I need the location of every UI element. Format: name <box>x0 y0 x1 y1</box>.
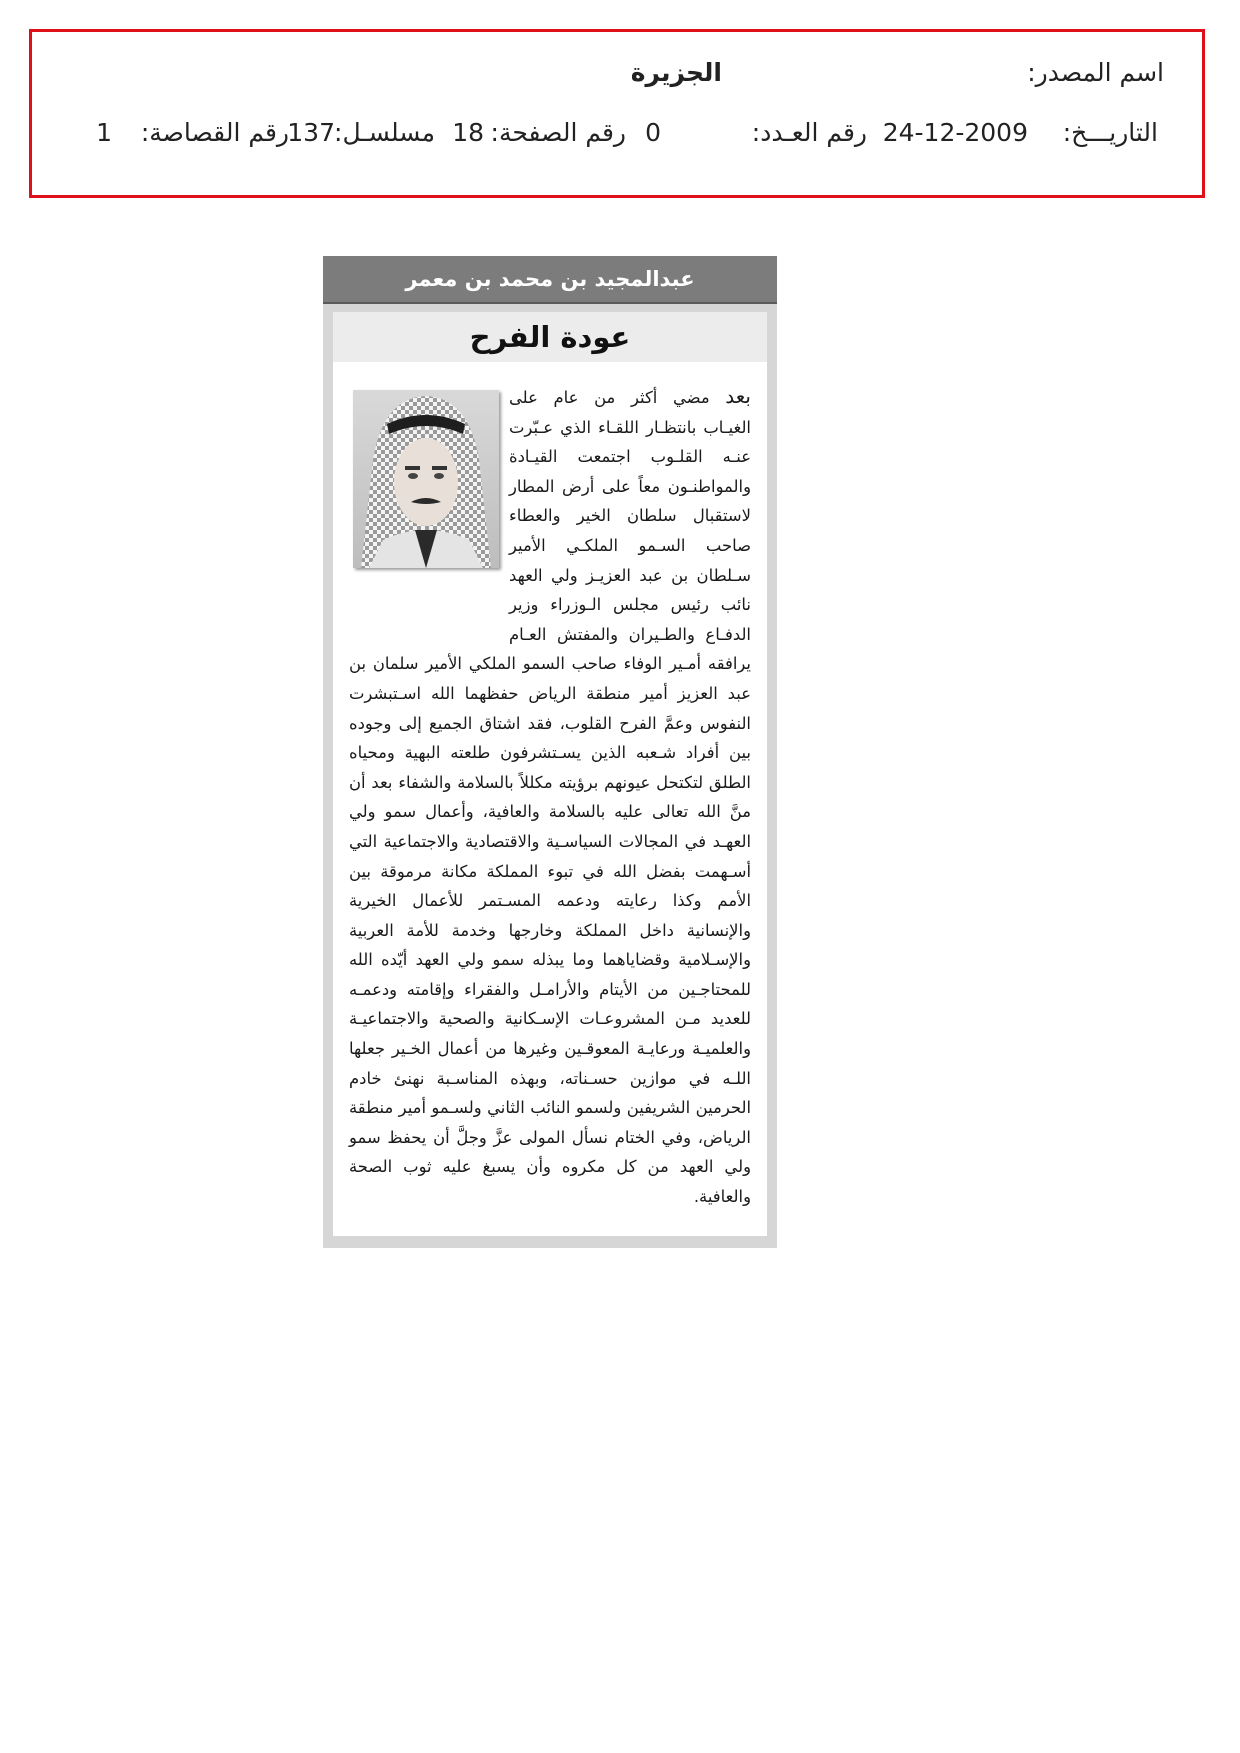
source-value: الجزيرة <box>630 58 722 87</box>
source-field <box>1027 58 1164 87</box>
clipping-label: رقم القصاصة: <box>140 118 289 147</box>
clipping-serial-value: 137 <box>287 118 335 147</box>
article-title: عودة الفرح <box>333 312 767 362</box>
page-label: رقم الصفحة: <box>490 118 626 147</box>
article-body <box>349 382 751 1212</box>
article-author: عبدالمجيد بن محمد بن معمر <box>323 256 777 304</box>
serial-label: مسلسـل: <box>334 118 435 147</box>
article-panel <box>333 312 767 1236</box>
date-value: 24-12-2009 <box>882 118 1028 147</box>
article-body-text: مضي أكثر من عام على الغيـاب بانتظـار اللقـاء الذي عـبّرت عنـه القلـوب اجتمعت القيـادة والمواطنـون معاً على أرض المطار لاستقبال سلطان الخير والعطاء صاحب السـمو الملكـي الأمير سـلطان بن عبد العزيـز ولي العهد نائب رئيس مجلس الـوزراء وزير الدفـاع والطـيران والمفتش العـام يرافقه أمـير الوفاء صاحب السمو الملكي الأمير سلمان بن عبد العزيز أمير منطقة الرياض حفظهما الله اسـتبشرت النفوس وعمَّ الفرح القلوب، فقد اشتاق الجميع إلى وجوده بين أفراد شـعبه الذين يسـتشرفون طلعته البهية ومحياه الطلق لتكتحل عيونهم برؤيته مكللاً بالسلامة والشفاء بعد أن منَّ الله تعالى عليه بالسلامة والعافية، وأعمال سمو ولي العهـد في المجالات السياسـية والاقتصادية والاجتماعية التي أسـهمت بفضل الله في تبوء المملكة مكانة مرموقة بين الأمم وكذا رعايته ودعمه المسـتمر للأعمال الخيرية والإنسانية داخل المملكة وخارجها وخدمة للأمة العربية والإسـلامية وقضاياهما وما يبذله سمو ولي العهد أيّده الله للمحتاجـين من الأيتام والأرامـل والفقراء وإقامته ودعمـه للعديد مـن المشروعـات الإسـكانية والصحية والاجتماعيـة والعلميـة ورعايـة المعوقـين وغيرها من أعمال الخـير جعلها اللـه في موازين حسـناته، وبهذه المناسـبة نهنئ خادم الحرمين الشريفين ولسمو النائب الثاني ولسـمو أمير منطقة الرياض، وفي الختام نسأل المولى عزَّ وجلَّ أن يحفظ سمو ولي العهد من كل مكروه وأن يسبغ عليه ثوب الصحة والعافية. <box>349 388 751 1207</box>
source-metadata-box <box>29 29 1205 198</box>
article-clipping <box>323 256 777 1248</box>
photo-spacer <box>349 382 509 644</box>
serial-value: 18 <box>452 118 484 147</box>
article-first-word: بعد <box>725 384 751 408</box>
source-label: اسم المصدر: <box>1027 58 1164 87</box>
clipping-value: 1 <box>96 118 112 147</box>
date-label: التاريـــخ: <box>1062 118 1158 147</box>
issue-label: رقم العـدد: <box>751 118 867 147</box>
page-value: 0 <box>645 118 661 147</box>
